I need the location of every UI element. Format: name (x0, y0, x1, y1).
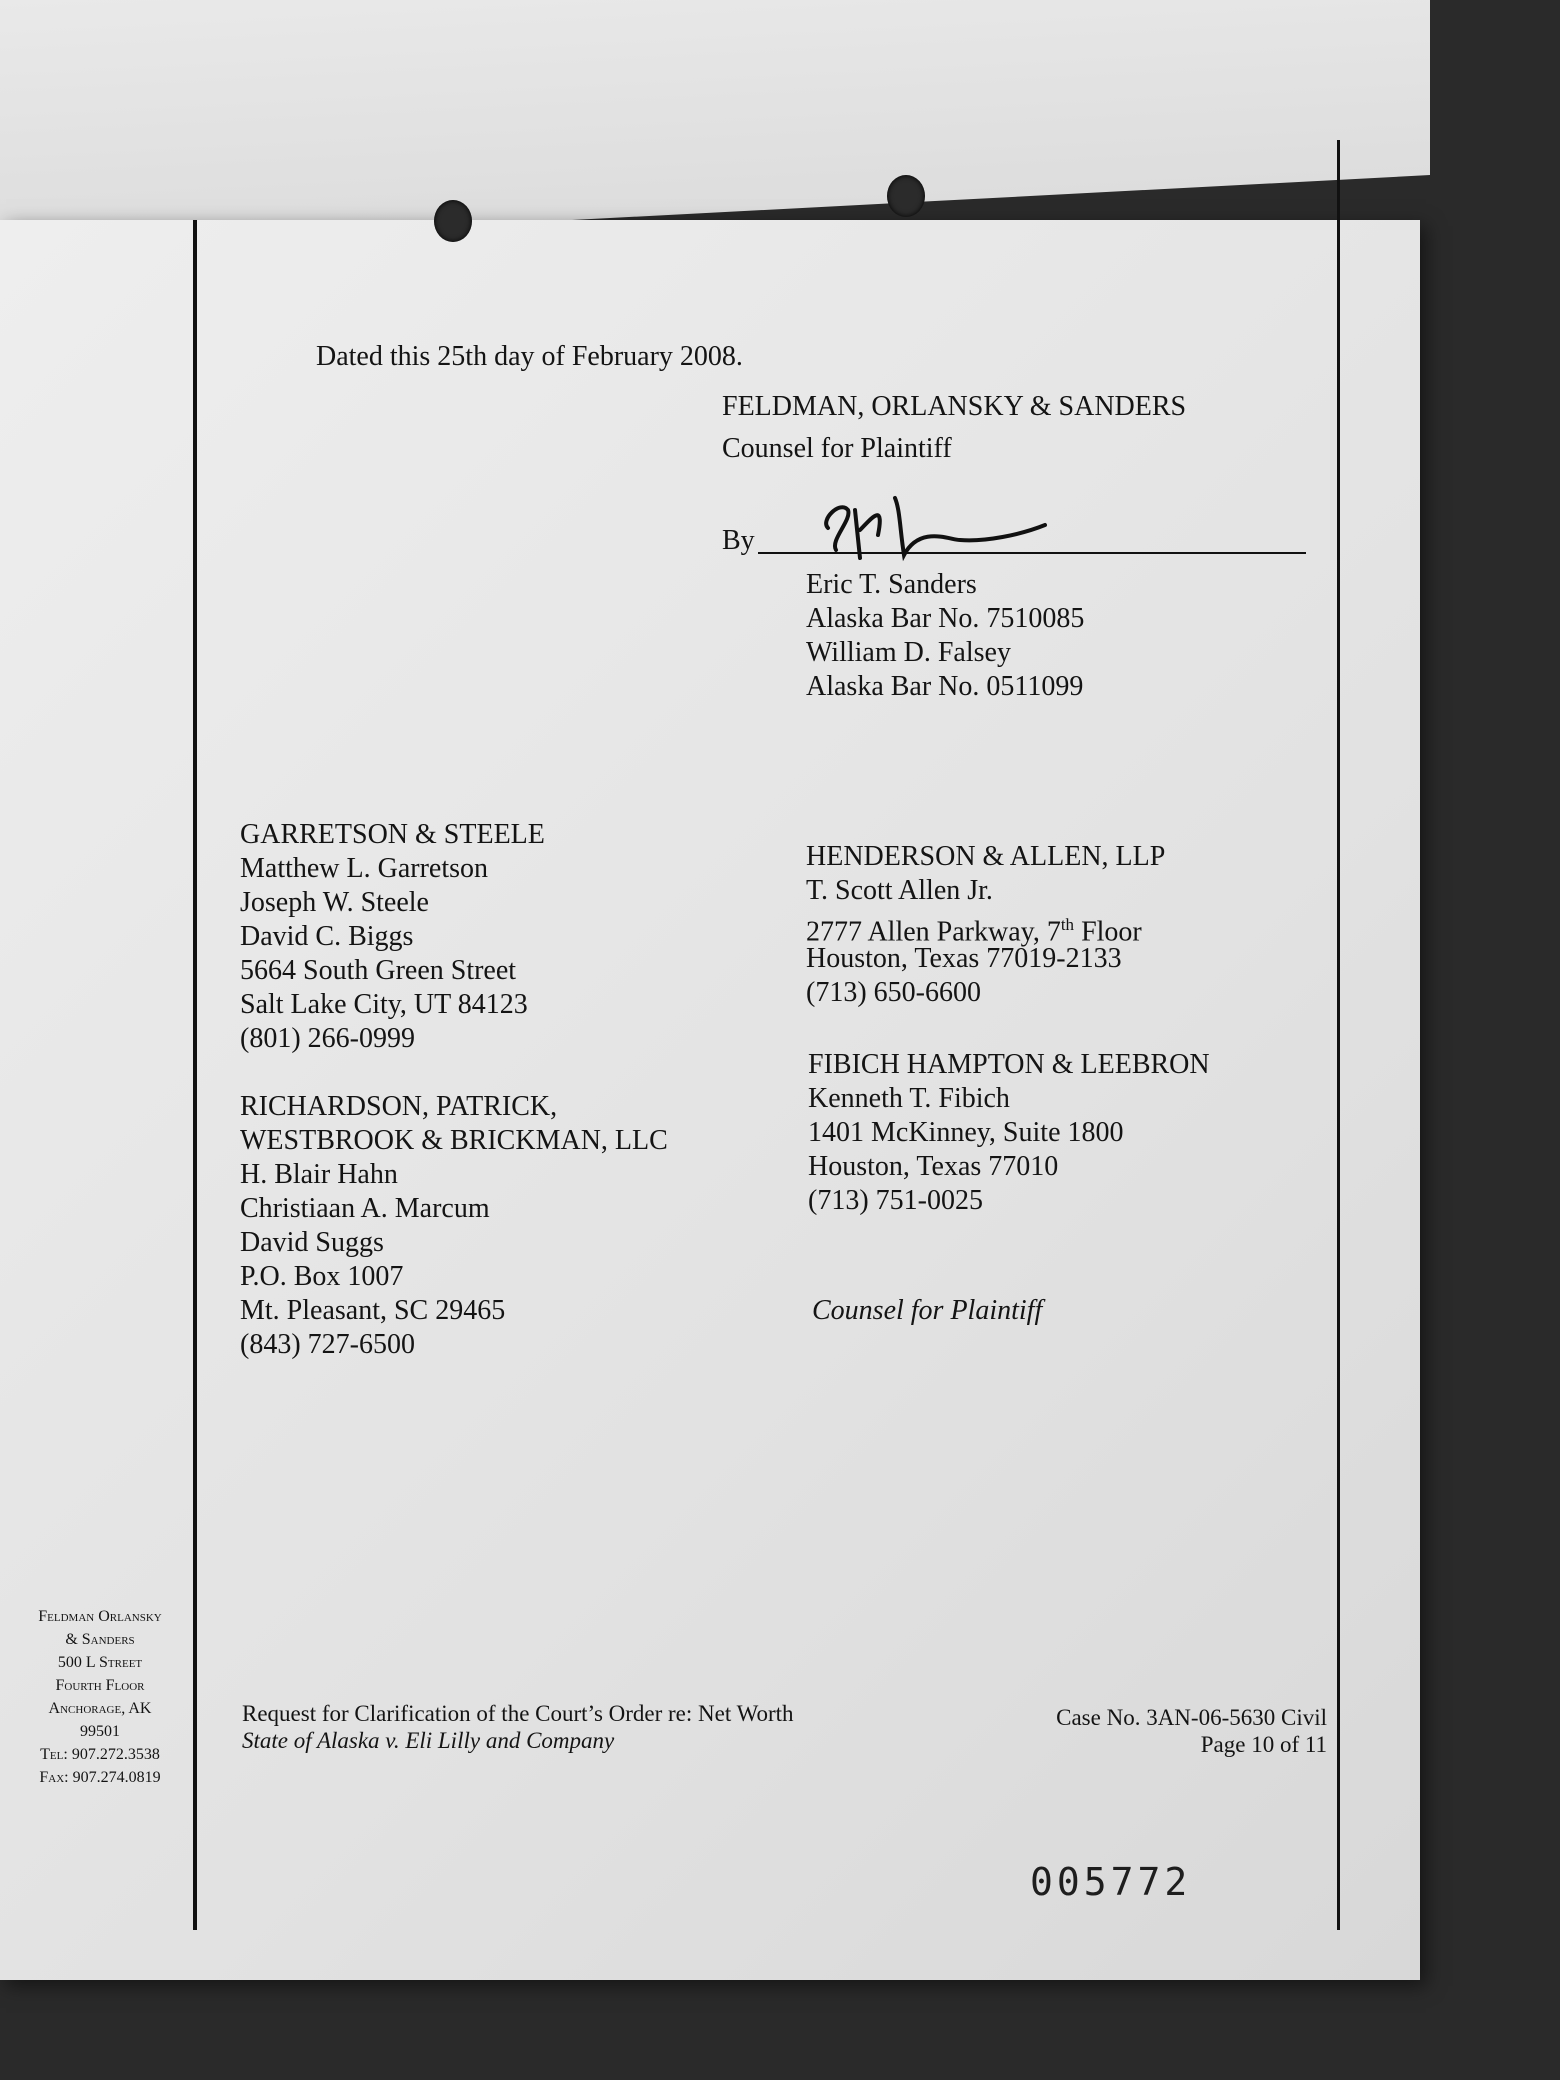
firm-line: (713) 751-0025 (808, 1185, 983, 1216)
firm-sidebar (10, 1605, 190, 1789)
margin-rule-left (193, 220, 197, 1930)
firm-line: David C. Biggs (240, 921, 414, 952)
footer-caption (242, 1700, 794, 1754)
signing-firm: FELDMAN, ORLANSKY & SANDERS (722, 391, 1187, 422)
sidebar-line: Fax: 907.274.0819 (39, 1769, 161, 1786)
signer-line: Alaska Bar No. 0511099 (806, 671, 1084, 702)
firm-line: (801) 266-0999 (240, 1023, 415, 1054)
punch-hole-left (434, 200, 472, 242)
footer-case-info (1056, 1704, 1327, 1758)
sidebar-line: & Sanders (65, 1631, 135, 1648)
firm-line: 5664 South Green Street (240, 955, 517, 986)
signature-line (758, 552, 1306, 554)
signer-line: William D. Falsey (806, 637, 1011, 668)
firm-line: (713) 650-6600 (806, 977, 981, 1008)
firm-name: HENDERSON & ALLEN, LLP (806, 841, 1166, 872)
page-number: Page 10 of 11 (1200, 1732, 1327, 1757)
firm-line: 2777 Allen Parkway, 7th Floor (806, 915, 1142, 948)
bates-stamp: 005772 (1030, 1860, 1192, 1904)
firm-line: Matthew L. Garretson (240, 853, 489, 884)
firm-name: FIBICH HAMPTON & LEEBRON (808, 1049, 1210, 1080)
firm-line: 1401 McKinney, Suite 1800 (808, 1117, 1124, 1148)
case-number: Case No. 3AN-06-5630 Civil (1056, 1705, 1327, 1730)
underlying-page (0, 0, 1430, 250)
signature-image (800, 480, 1060, 570)
signer-line: Eric T. Sanders (806, 569, 977, 600)
firm-name: WESTBROOK & BRICKMAN, LLC (240, 1125, 668, 1156)
firm-line: H. Blair Hahn (240, 1159, 398, 1190)
firm-line: Kenneth T. Fibich (808, 1083, 1010, 1114)
sidebar-line: 99501 (80, 1723, 120, 1740)
firm-line: Houston, Texas 77010 (808, 1151, 1059, 1182)
counsel-note: Counsel for Plaintiff (812, 1295, 1043, 1326)
document-page (0, 220, 1420, 1980)
sidebar-line: Feldman Orlansky (38, 1608, 162, 1625)
sidebar-line: 500 L Street (57, 1654, 143, 1671)
firm-line: T. Scott Allen Jr. (806, 875, 993, 906)
by-label: By (722, 525, 755, 556)
sidebar-line: Fourth Floor (55, 1677, 145, 1694)
punch-hole-right (887, 175, 925, 217)
firm-line: Salt Lake City, UT 84123 (240, 989, 528, 1020)
footer-case-caption: State of Alaska v. Eli Lilly and Company (242, 1728, 615, 1753)
firm-line: Houston, Texas 77019-2133 (806, 943, 1122, 974)
margin-rule-right (1337, 140, 1340, 1930)
firm-line: David Suggs (240, 1227, 384, 1258)
footer-title: Request for Clarification of the Court’s Order re: Net Worth (242, 1701, 794, 1726)
firm-name: GARRETSON & STEELE (240, 819, 545, 850)
sidebar-line: Tel: 907.272.3538 (40, 1746, 160, 1763)
signing-role: Counsel for Plaintiff (722, 433, 952, 464)
firm-line: (843) 727-6500 (240, 1329, 415, 1360)
signer-line: Alaska Bar No. 7510085 (806, 603, 1085, 634)
firm-line: Joseph W. Steele (240, 887, 429, 918)
dated-line: Dated this 25th day of February 2008. (316, 341, 743, 372)
firm-name: RICHARDSON, PATRICK, (240, 1091, 558, 1122)
sidebar-line: Anchorage, AK (48, 1700, 152, 1717)
firm-line: P.O. Box 1007 (240, 1261, 404, 1292)
firm-line: Christiaan A. Marcum (240, 1193, 490, 1224)
firm-line: Mt. Pleasant, SC 29465 (240, 1295, 506, 1326)
